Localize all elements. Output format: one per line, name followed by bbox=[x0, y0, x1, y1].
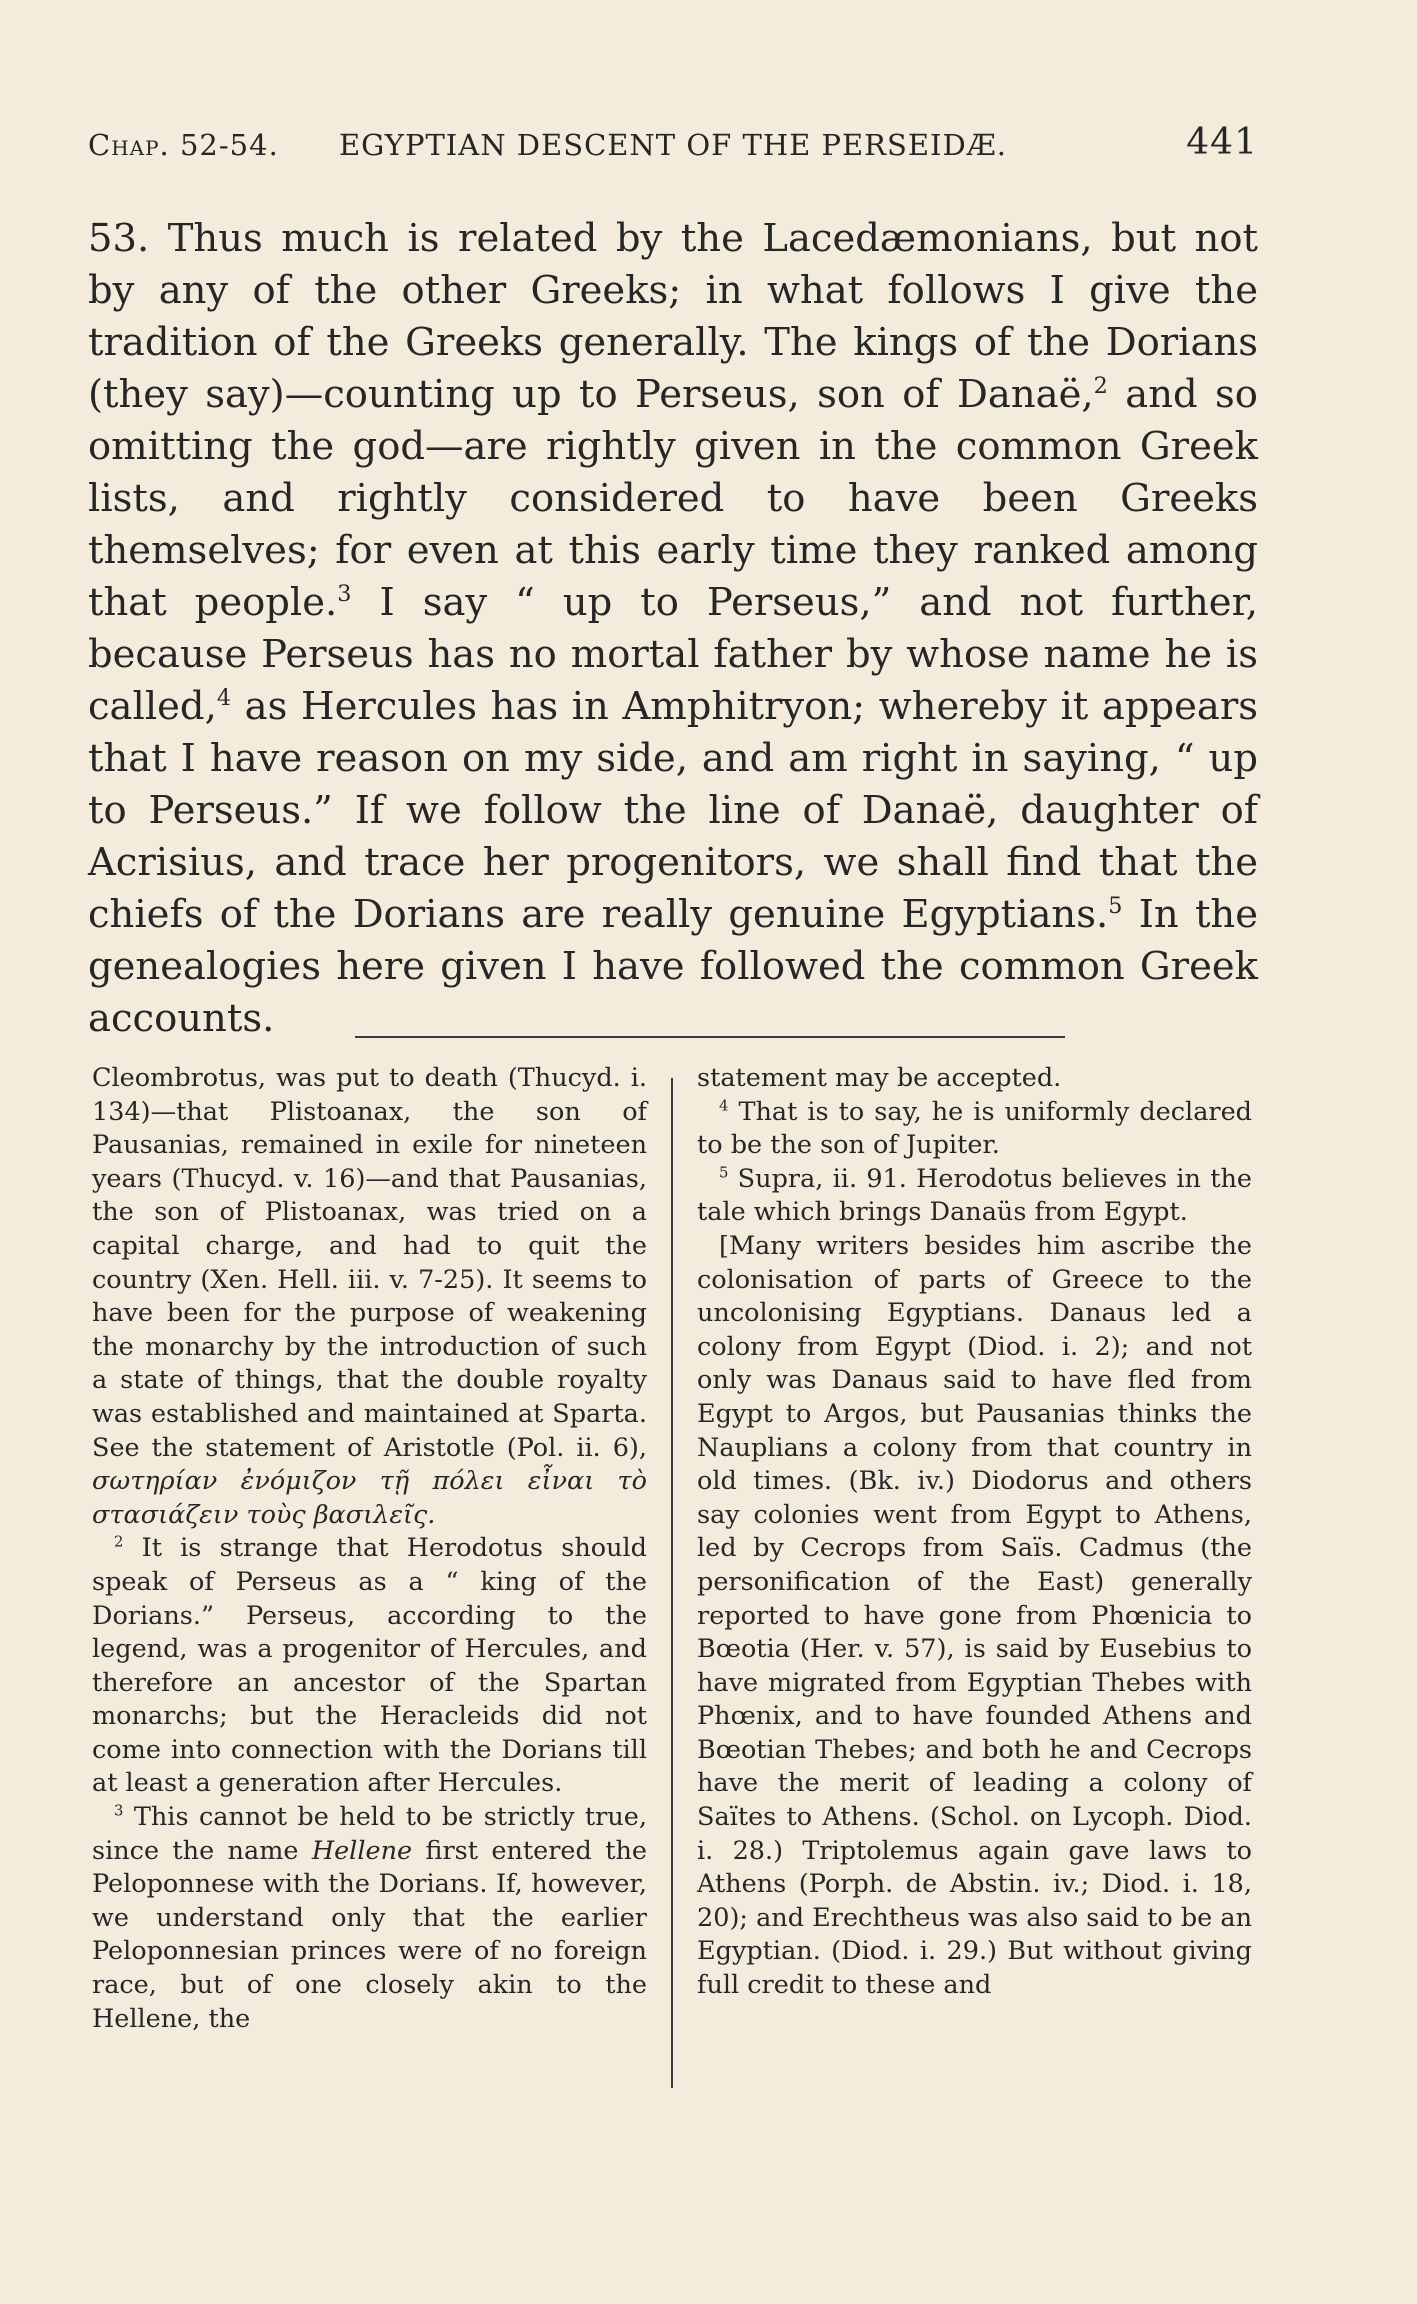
footnote-number: 5 bbox=[719, 1164, 729, 1182]
text-segment: In the genealogies here given I have followed the common Greek accounts. bbox=[88, 892, 1258, 1041]
footnote-4 bbox=[697, 1096, 1252, 1163]
footnote-text: first entered the Peloponnese with the Dorians. If, however, we understand only that the earlier Peloponnesian princes were of no foreign race, but of one closely akin to the Hellene, the bbox=[92, 1835, 647, 2034]
footnote-ref-5: 5 bbox=[1108, 893, 1123, 920]
text-segment: as Hercules has in Amphitryon; whereby it appears that I have reason on my side, and am right in saying, “ up to Perseus.” If we follow the line of Danaë, daughter of Acrisius, and trace her progenitors, we shall find that the chiefs of the Dorians are really genuine Egyptians. bbox=[88, 684, 1258, 937]
footnote-separator bbox=[355, 1036, 1065, 1038]
footnote-number: 2 bbox=[114, 1533, 124, 1551]
footnote-ref-4: 4 bbox=[216, 685, 232, 712]
footnote-ref-3: 3 bbox=[337, 581, 352, 608]
footnote-2 bbox=[92, 1532, 647, 1801]
page-number: 441 bbox=[1186, 122, 1258, 163]
text-segment: and so omitting the god—are rightly given in the common Greek lists, and rightly considered to have been Greeks themselves; for even at this early time they ranked among that people. bbox=[88, 372, 1258, 625]
bracketed-note: [Many writers besides him ascribe the colonisation of parts of Greece to the uncolonising Egyptians. Danaus led a colony from Egypt (Diod. i. 2); and not only was Danaus said to have fled from Egypt to Argos, but Pausanias thinks the Nauplians a colony from that country in old times. (Bk. iv.) Diodorus and others say colonies went from Egypt to Athens, led by Cecrops from Saïs. Cadmus (the personification of the East) generally reported to have gone from Phœnicia to Bœotia (Her. v. 57), is said by Eusebius to have migrated from Egyptian Thebes with Phœnix, and to have founded Athens and Bœotian Thebes; and both he and Cecrops have the merit of leading a colony of Saïtes to Athens. (Schol. on Lycoph. Diod. i. 28.) Triptolemus again gave laws to Athens (Porph. de Abstin. iv.; Diod. i. 18, 20); and Erechtheus was also said to be an Egyptian. (Diod. i. 29.) But without giving full credit to these and bbox=[697, 1230, 1252, 2001]
footnote-text: This cannot be held to be strictly true, since the name bbox=[92, 1802, 647, 1866]
footnote-text: Cleombrotus, was put to death (Thucyd. i. 134)—that Plistoanax, the son of Pausanias, remained in exile for nineteen years (Thucyd. v. 16)—and that Pausanias, the son of Plistoanax, was tried on a capital charge, and had to quit the country (Xen. Hell. iii. v. 7-25). It seems to have been for the purpose of weakening the monarchy by the introduction of such a state of things, that the double royalty was established and maintained at Sparta. See the statement of Aristotle (Pol. ii. 6), bbox=[92, 1063, 647, 1463]
main-text bbox=[88, 213, 1258, 1045]
running-title: EGYPTIAN DESCENT OF THE PERSEIDÆ. bbox=[338, 128, 1008, 162]
footnote-continuation bbox=[92, 1062, 647, 1532]
footnote-5 bbox=[697, 1163, 1252, 1230]
text-segment: I say “ up to Perseus,” and not further, because Perseus has no mortal father by whose name he is called, bbox=[88, 580, 1258, 729]
footnote-text: That is to say, he is uniformly declared to be the son of Jupiter. bbox=[697, 1096, 1252, 1161]
italic-term: Hellene bbox=[311, 1835, 413, 1866]
greek-quotation: σωτηρίαν ἐνόμιζον τῇ πόλει εἶναι τὸ στασιάζειν τοὺς βασιλεῖς. bbox=[92, 1466, 647, 1530]
footnote-number: 4 bbox=[719, 1097, 729, 1115]
footnote-text: It is strange that Herodotus should speak of Perseus as a “ king of the Dorians.” Perseus, according to the legend, was a progenitor of Hercules, and therefore an ancestor of the Spartan monarchs; but the Heracleids did not come into connection with the Dorians till at least a generation after Hercules. bbox=[92, 1533, 647, 1799]
footnote-3 bbox=[92, 1801, 647, 2036]
column-divider bbox=[671, 1078, 673, 2088]
footnotes-left-column bbox=[92, 1062, 647, 2036]
footnote-continuation: statement may be accepted. bbox=[697, 1063, 1062, 1093]
paragraph-53 bbox=[88, 213, 1258, 1045]
footnote-number: 3 bbox=[114, 1802, 124, 1820]
footnote-text: Supra, ii. 91. Herodotus believes in the tale which brings Danaüs from Egypt. bbox=[697, 1163, 1252, 1228]
footnotes-right-column bbox=[697, 1062, 1252, 2003]
footnote-ref-2: 2 bbox=[1093, 373, 1108, 400]
text-segment: 53. Thus much is related by the Lacedæmonians, but not by any of the other Greeks; in what follows I give the tradition of the Greeks generally. The kings of the Dorians (they say)—counting up to Perseus, son of Danaë, bbox=[88, 216, 1258, 417]
chapter-reference: Chap. 52-54. bbox=[88, 128, 279, 162]
